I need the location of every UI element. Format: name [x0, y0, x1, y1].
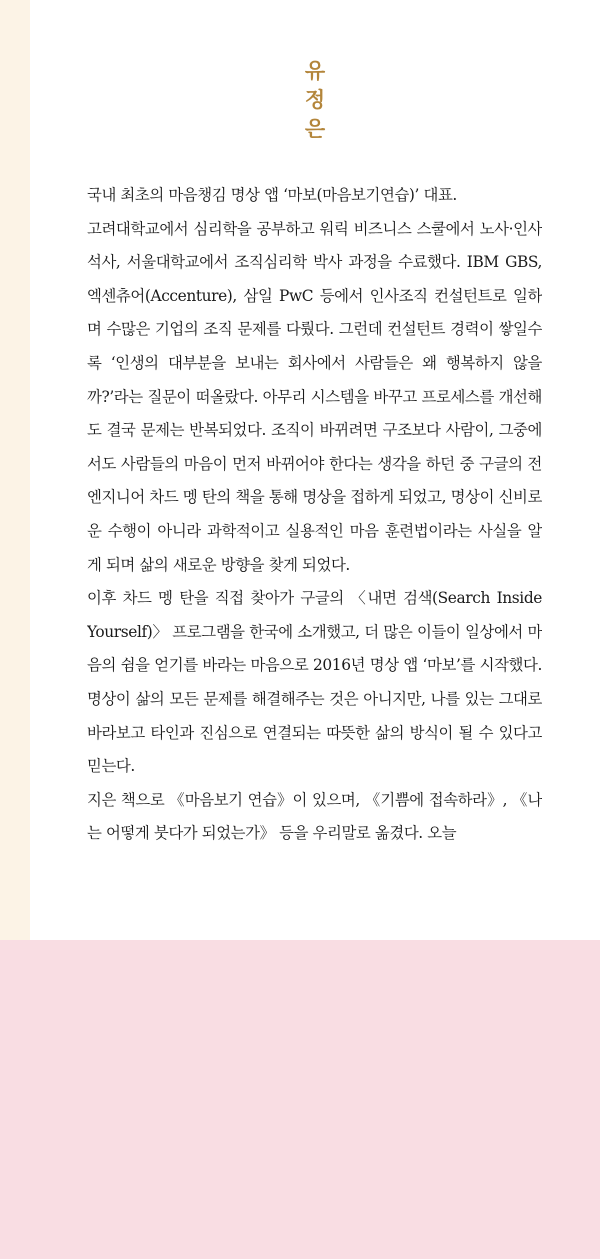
bottom-color-band [0, 940, 600, 1259]
bio-paragraph: 지은 책으로 《마음보기 연습》이 있으며, 《기쁨에 접속하라》, 《나는 어떻게 붓다가 되었는가》 등을 우리말로 옮겼다. 오늘 [87, 790, 542, 843]
author-name-char: 유 [304, 58, 326, 83]
left-margin-strip [0, 0, 30, 940]
author-name [300, 56, 330, 143]
author-bio [87, 179, 542, 939]
bio-paragraph: 국내 최초의 마음챙김 명상 앱 ‘마보(마음보기연습)’ 대표. [87, 186, 457, 204]
author-name-char: 은 [304, 116, 326, 141]
bio-paragraph: 이후 차드 멩 탄을 직접 찾아가 구글의 〈내면 검색(Search Inside Yourself)〉 프로그램을 한국에 소개했고, 더 많은 이들이 일상에서 마음의 쉼을 얻기를 바라는 마음으로 2016년 명상 앱 ‘마보’를 시작했다. 명상이 삶의 모든 문제를 해결해주는 것은 아니지만, 나를 있는 그대로 바라보고 타인과 진심으로 연결되는 따뜻한 삶의 방식이 될 수 있다고 믿는다. [87, 589, 542, 776]
bio-paragraph: 고려대학교에서 심리학을 공부하고 워릭 비즈니스 스쿨에서 노사·인사 석사, 서울대학교에서 조직심리학 박사 과정을 수료했다. IBM GBS, 엑센츄어(Accenture), 삼일 PwC 등에서 인사조직 컨설턴트로 일하며 수많은 기업의 조직 문제를 다뤘다. 그런데 컨설턴트 경력이 쌓일수록 ‘인생의 대부분을 보내는 회사에서 사람들은 왜 행복하지 않을까?’라는 질문이 떠올랐다. 아무리 시스템을 바꾸고 프로세스를 개선해도 결국 문제는 반복되었다. 조직이 바뀌려면 구조보다 사람이, 그중에서도 사람들의 마음이 먼저 바뀌어야 한다는 생각을 하던 중 구글의 전 엔지니어 차드 멩 탄의 책을 통해 명상을 접하게 되었고, 명상이 신비로운 수행이 아니라 과학적이고 실용적인 마음 훈련법이라는 사실을 알게 되며 삶의 새로운 방향을 찾게 되었다. [87, 219, 542, 574]
author-name-char: 정 [304, 87, 326, 112]
